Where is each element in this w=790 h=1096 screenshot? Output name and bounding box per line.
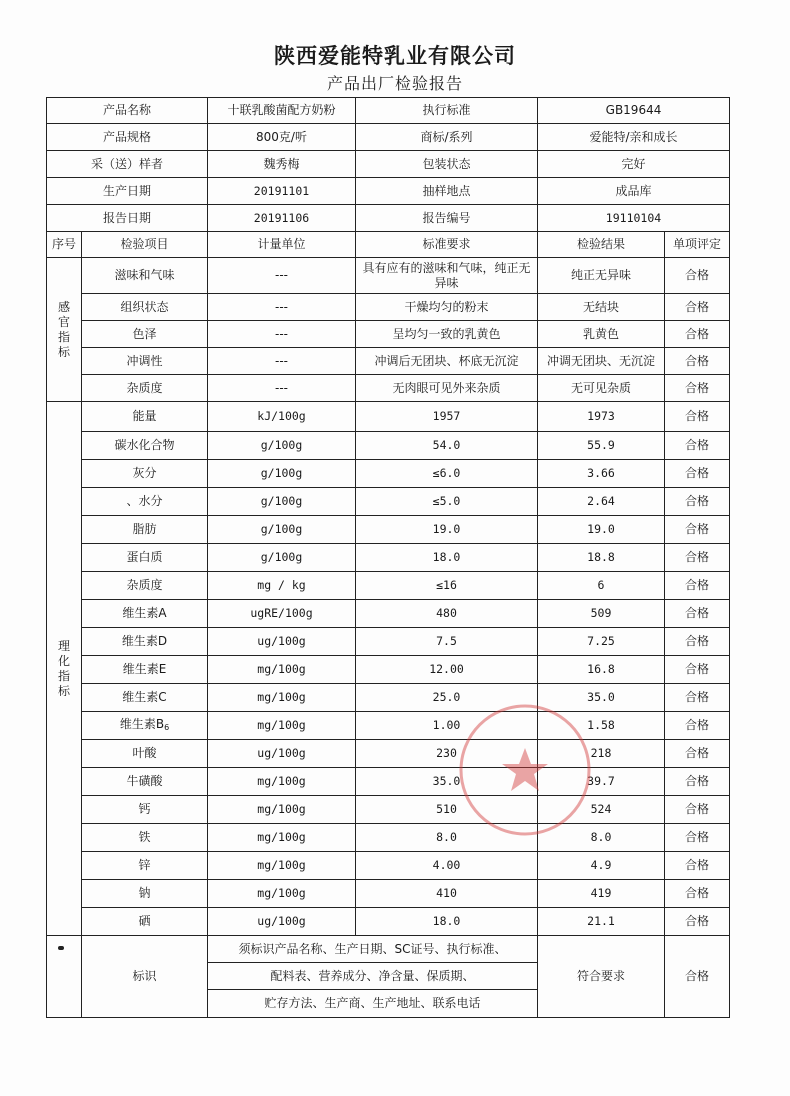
labeling-row bbox=[47, 936, 730, 963]
item: 维生素A bbox=[82, 600, 208, 628]
standard: 18.0 bbox=[356, 908, 538, 936]
verdict: 合格 bbox=[665, 460, 730, 488]
result: 无可见杂质 bbox=[538, 375, 665, 402]
table-row bbox=[47, 375, 730, 402]
result: 8.0 bbox=[538, 824, 665, 852]
item: 杂质度 bbox=[82, 375, 208, 402]
labeling-line: 须标识产品名称、生产日期、SC证号、执行标准、 bbox=[208, 936, 538, 963]
info-row bbox=[47, 124, 730, 151]
standard: ≤6.0 bbox=[356, 460, 538, 488]
verdict: 合格 bbox=[665, 824, 730, 852]
labeling-line: 配料表、营养成分、净含量、保质期、 bbox=[208, 963, 538, 990]
item bbox=[82, 712, 208, 740]
table-row bbox=[47, 684, 730, 712]
col-standard: 标准要求 bbox=[356, 232, 538, 258]
col-unit: 计量单位 bbox=[208, 232, 356, 258]
standard: 7.5 bbox=[356, 628, 538, 656]
group-label-char: 理 bbox=[57, 638, 70, 653]
info-row bbox=[47, 178, 730, 205]
info-label: 抽样地点 bbox=[356, 178, 538, 205]
result: 2.64 bbox=[538, 488, 665, 516]
unit: mg/100g bbox=[208, 880, 356, 908]
table-row bbox=[47, 824, 730, 852]
info-row bbox=[47, 98, 730, 124]
result: 18.8 bbox=[538, 544, 665, 572]
info-label: 包装状态 bbox=[356, 151, 538, 178]
item: 蛋白质 bbox=[82, 544, 208, 572]
standard: 480 bbox=[356, 600, 538, 628]
item: 碳水化合物 bbox=[82, 432, 208, 460]
unit: mg/100g bbox=[208, 712, 356, 740]
labeling-line: 贮存方法、生产商、生产地址、联系电话 bbox=[208, 990, 538, 1018]
info-value: 完好 bbox=[538, 151, 730, 178]
item: 组织状态 bbox=[82, 294, 208, 321]
table-row bbox=[47, 294, 730, 321]
item: 脂肪 bbox=[82, 516, 208, 544]
item: 冲调性 bbox=[82, 348, 208, 375]
verdict: 合格 bbox=[665, 936, 730, 1018]
table-row bbox=[47, 402, 730, 432]
table-row bbox=[47, 880, 730, 908]
standard: 8.0 bbox=[356, 824, 538, 852]
physchem-section bbox=[47, 402, 730, 936]
item: 维生素D bbox=[82, 628, 208, 656]
standard: 510 bbox=[356, 796, 538, 824]
inspection-report-table bbox=[46, 97, 730, 1018]
verdict: 合格 bbox=[665, 600, 730, 628]
result: 1.58 bbox=[538, 712, 665, 740]
result: 524 bbox=[538, 796, 665, 824]
standard: 19.0 bbox=[356, 516, 538, 544]
seq-empty bbox=[47, 936, 82, 1018]
table-row bbox=[47, 544, 730, 572]
standard: 冲调后无团块、杯底无沉淀 bbox=[356, 348, 538, 375]
unit: mg/100g bbox=[208, 796, 356, 824]
item-label: 维生素B bbox=[119, 716, 165, 731]
info-value: 20191106 bbox=[208, 205, 356, 232]
item: 滋味和气味 bbox=[82, 258, 208, 294]
verdict: 合格 bbox=[665, 796, 730, 824]
standard: 25.0 bbox=[356, 684, 538, 712]
info-value: GB19644 bbox=[538, 98, 730, 124]
info-value: 十联乳酸菌配方奶粉 bbox=[208, 98, 356, 124]
result: 19.0 bbox=[538, 516, 665, 544]
verdict: 合格 bbox=[665, 294, 730, 321]
verdict: 合格 bbox=[665, 321, 730, 348]
result: 7.25 bbox=[538, 628, 665, 656]
table-row bbox=[47, 768, 730, 796]
table-row bbox=[47, 258, 730, 294]
result: 6 bbox=[538, 572, 665, 600]
unit: ugRE/100g bbox=[208, 600, 356, 628]
table-row bbox=[47, 488, 730, 516]
item: 叶酸 bbox=[82, 740, 208, 768]
result: 39.7 bbox=[538, 768, 665, 796]
info-value: 800克/听 bbox=[208, 124, 356, 151]
unit: mg / kg bbox=[208, 572, 356, 600]
item: 杂质度 bbox=[82, 572, 208, 600]
group-label-char: 指 bbox=[57, 668, 70, 683]
verdict: 合格 bbox=[665, 375, 730, 402]
item: 、水分 bbox=[82, 488, 208, 516]
table-row bbox=[47, 740, 730, 768]
sensory-group-label bbox=[47, 258, 82, 402]
unit: g/100g bbox=[208, 488, 356, 516]
verdict: 合格 bbox=[665, 880, 730, 908]
table-row bbox=[47, 852, 730, 880]
standard: 呈均匀一致的乳黄色 bbox=[356, 321, 538, 348]
verdict: 合格 bbox=[665, 628, 730, 656]
unit: g/100g bbox=[208, 460, 356, 488]
table-row bbox=[47, 908, 730, 936]
result: 乳黄色 bbox=[538, 321, 665, 348]
item: 色泽 bbox=[82, 321, 208, 348]
verdict: 合格 bbox=[665, 432, 730, 460]
table-row bbox=[47, 572, 730, 600]
standard: 1.00 bbox=[356, 712, 538, 740]
group-label-char: 标 bbox=[57, 683, 70, 698]
unit: mg/100g bbox=[208, 852, 356, 880]
unit: g/100g bbox=[208, 544, 356, 572]
group-label-char: 化 bbox=[57, 653, 70, 668]
unit: --- bbox=[208, 258, 356, 294]
item: 标识 bbox=[82, 936, 208, 1018]
unit: ug/100g bbox=[208, 740, 356, 768]
result: 3.66 bbox=[538, 460, 665, 488]
table-row bbox=[47, 348, 730, 375]
table-row bbox=[47, 628, 730, 656]
col-verdict: 单项评定 bbox=[665, 232, 730, 258]
verdict: 合格 bbox=[665, 258, 730, 294]
result: 4.9 bbox=[538, 852, 665, 880]
result: 符合要求 bbox=[538, 936, 665, 1018]
group-label-char: 官 bbox=[57, 314, 70, 329]
result: 55.9 bbox=[538, 432, 665, 460]
info-value: 20191101 bbox=[208, 178, 356, 205]
unit: g/100g bbox=[208, 432, 356, 460]
unit: --- bbox=[208, 348, 356, 375]
group-label-char: 指 bbox=[57, 329, 70, 344]
verdict: 合格 bbox=[665, 488, 730, 516]
item: 钙 bbox=[82, 796, 208, 824]
col-seq: 序号 bbox=[47, 232, 82, 258]
standard: 54.0 bbox=[356, 432, 538, 460]
result: 纯正无异味 bbox=[538, 258, 665, 294]
ink-mark bbox=[58, 946, 64, 950]
result: 无结块 bbox=[538, 294, 665, 321]
result: 21.1 bbox=[538, 908, 665, 936]
unit: mg/100g bbox=[208, 768, 356, 796]
standard: 230 bbox=[356, 740, 538, 768]
info-label: 产品规格 bbox=[47, 124, 208, 151]
standard: 12.00 bbox=[356, 656, 538, 684]
col-result: 检验结果 bbox=[538, 232, 665, 258]
standard: 18.0 bbox=[356, 544, 538, 572]
info-label: 报告编号 bbox=[356, 205, 538, 232]
result: 冲调无团块、无沉淀 bbox=[538, 348, 665, 375]
unit: mg/100g bbox=[208, 684, 356, 712]
table-row bbox=[47, 516, 730, 544]
company-name: 陕西爱能特乳业有限公司 bbox=[274, 44, 516, 68]
standard: 无肉眼可见外来杂质 bbox=[356, 375, 538, 402]
unit: --- bbox=[208, 375, 356, 402]
info-label: 生产日期 bbox=[47, 178, 208, 205]
result: 35.0 bbox=[538, 684, 665, 712]
col-item: 检验项目 bbox=[82, 232, 208, 258]
unit: g/100g bbox=[208, 516, 356, 544]
unit: kJ/100g bbox=[208, 402, 356, 432]
table-row bbox=[47, 460, 730, 488]
result: 1973 bbox=[538, 402, 665, 432]
verdict: 合格 bbox=[665, 544, 730, 572]
column-header-row bbox=[47, 232, 730, 258]
verdict: 合格 bbox=[665, 402, 730, 432]
table-row bbox=[47, 321, 730, 348]
info-label: 商标/系列 bbox=[356, 124, 538, 151]
unit: mg/100g bbox=[208, 656, 356, 684]
verdict: 合格 bbox=[665, 712, 730, 740]
info-label: 产品名称 bbox=[47, 98, 208, 124]
info-row bbox=[47, 205, 730, 232]
verdict: 合格 bbox=[665, 852, 730, 880]
result: 218 bbox=[538, 740, 665, 768]
info-value: 19110104 bbox=[538, 205, 730, 232]
unit: ug/100g bbox=[208, 908, 356, 936]
unit: --- bbox=[208, 294, 356, 321]
item: 锌 bbox=[82, 852, 208, 880]
standard: 4.00 bbox=[356, 852, 538, 880]
standard: ≤5.0 bbox=[356, 488, 538, 516]
item: 铁 bbox=[82, 824, 208, 852]
result: 419 bbox=[538, 880, 665, 908]
report-title: 产品出厂检验报告 bbox=[326, 74, 463, 93]
item: 维生素E bbox=[82, 656, 208, 684]
standard: 干燥均匀的粉末 bbox=[356, 294, 538, 321]
info-value: 爱能特/亲和成长 bbox=[538, 124, 730, 151]
verdict: 合格 bbox=[665, 768, 730, 796]
table-row bbox=[47, 600, 730, 628]
standard: 具有应有的滋味和气味，纯正无异味 bbox=[356, 258, 538, 294]
verdict: 合格 bbox=[665, 684, 730, 712]
result: 509 bbox=[538, 600, 665, 628]
item-subscript: 6 bbox=[164, 722, 170, 732]
item: 灰分 bbox=[82, 460, 208, 488]
standard: 35.0 bbox=[356, 768, 538, 796]
unit: ug/100g bbox=[208, 628, 356, 656]
item: 钠 bbox=[82, 880, 208, 908]
table-row bbox=[47, 656, 730, 684]
info-value: 成品库 bbox=[538, 178, 730, 205]
item: 牛磺酸 bbox=[82, 768, 208, 796]
verdict: 合格 bbox=[665, 908, 730, 936]
table-row bbox=[47, 432, 730, 460]
info-label: 执行标准 bbox=[356, 98, 538, 124]
verdict: 合格 bbox=[665, 348, 730, 375]
unit: --- bbox=[208, 321, 356, 348]
standard: ≤16 bbox=[356, 572, 538, 600]
info-row bbox=[47, 151, 730, 178]
item: 硒 bbox=[82, 908, 208, 936]
item: 维生素C bbox=[82, 684, 208, 712]
item: 能量 bbox=[82, 402, 208, 432]
standard: 1957 bbox=[356, 402, 538, 432]
table-row bbox=[47, 712, 730, 740]
info-value: 魏秀梅 bbox=[208, 151, 356, 178]
group-label-char: 感 bbox=[57, 299, 70, 314]
info-label: 采（送）样者 bbox=[47, 151, 208, 178]
physchem-group-label bbox=[47, 402, 82, 936]
verdict: 合格 bbox=[665, 740, 730, 768]
verdict: 合格 bbox=[665, 656, 730, 684]
table-row bbox=[47, 796, 730, 824]
result: 16.8 bbox=[538, 656, 665, 684]
verdict: 合格 bbox=[665, 516, 730, 544]
standard: 410 bbox=[356, 880, 538, 908]
unit: mg/100g bbox=[208, 824, 356, 852]
group-label-char: 标 bbox=[57, 344, 70, 359]
verdict: 合格 bbox=[665, 572, 730, 600]
info-label: 报告日期 bbox=[47, 205, 208, 232]
